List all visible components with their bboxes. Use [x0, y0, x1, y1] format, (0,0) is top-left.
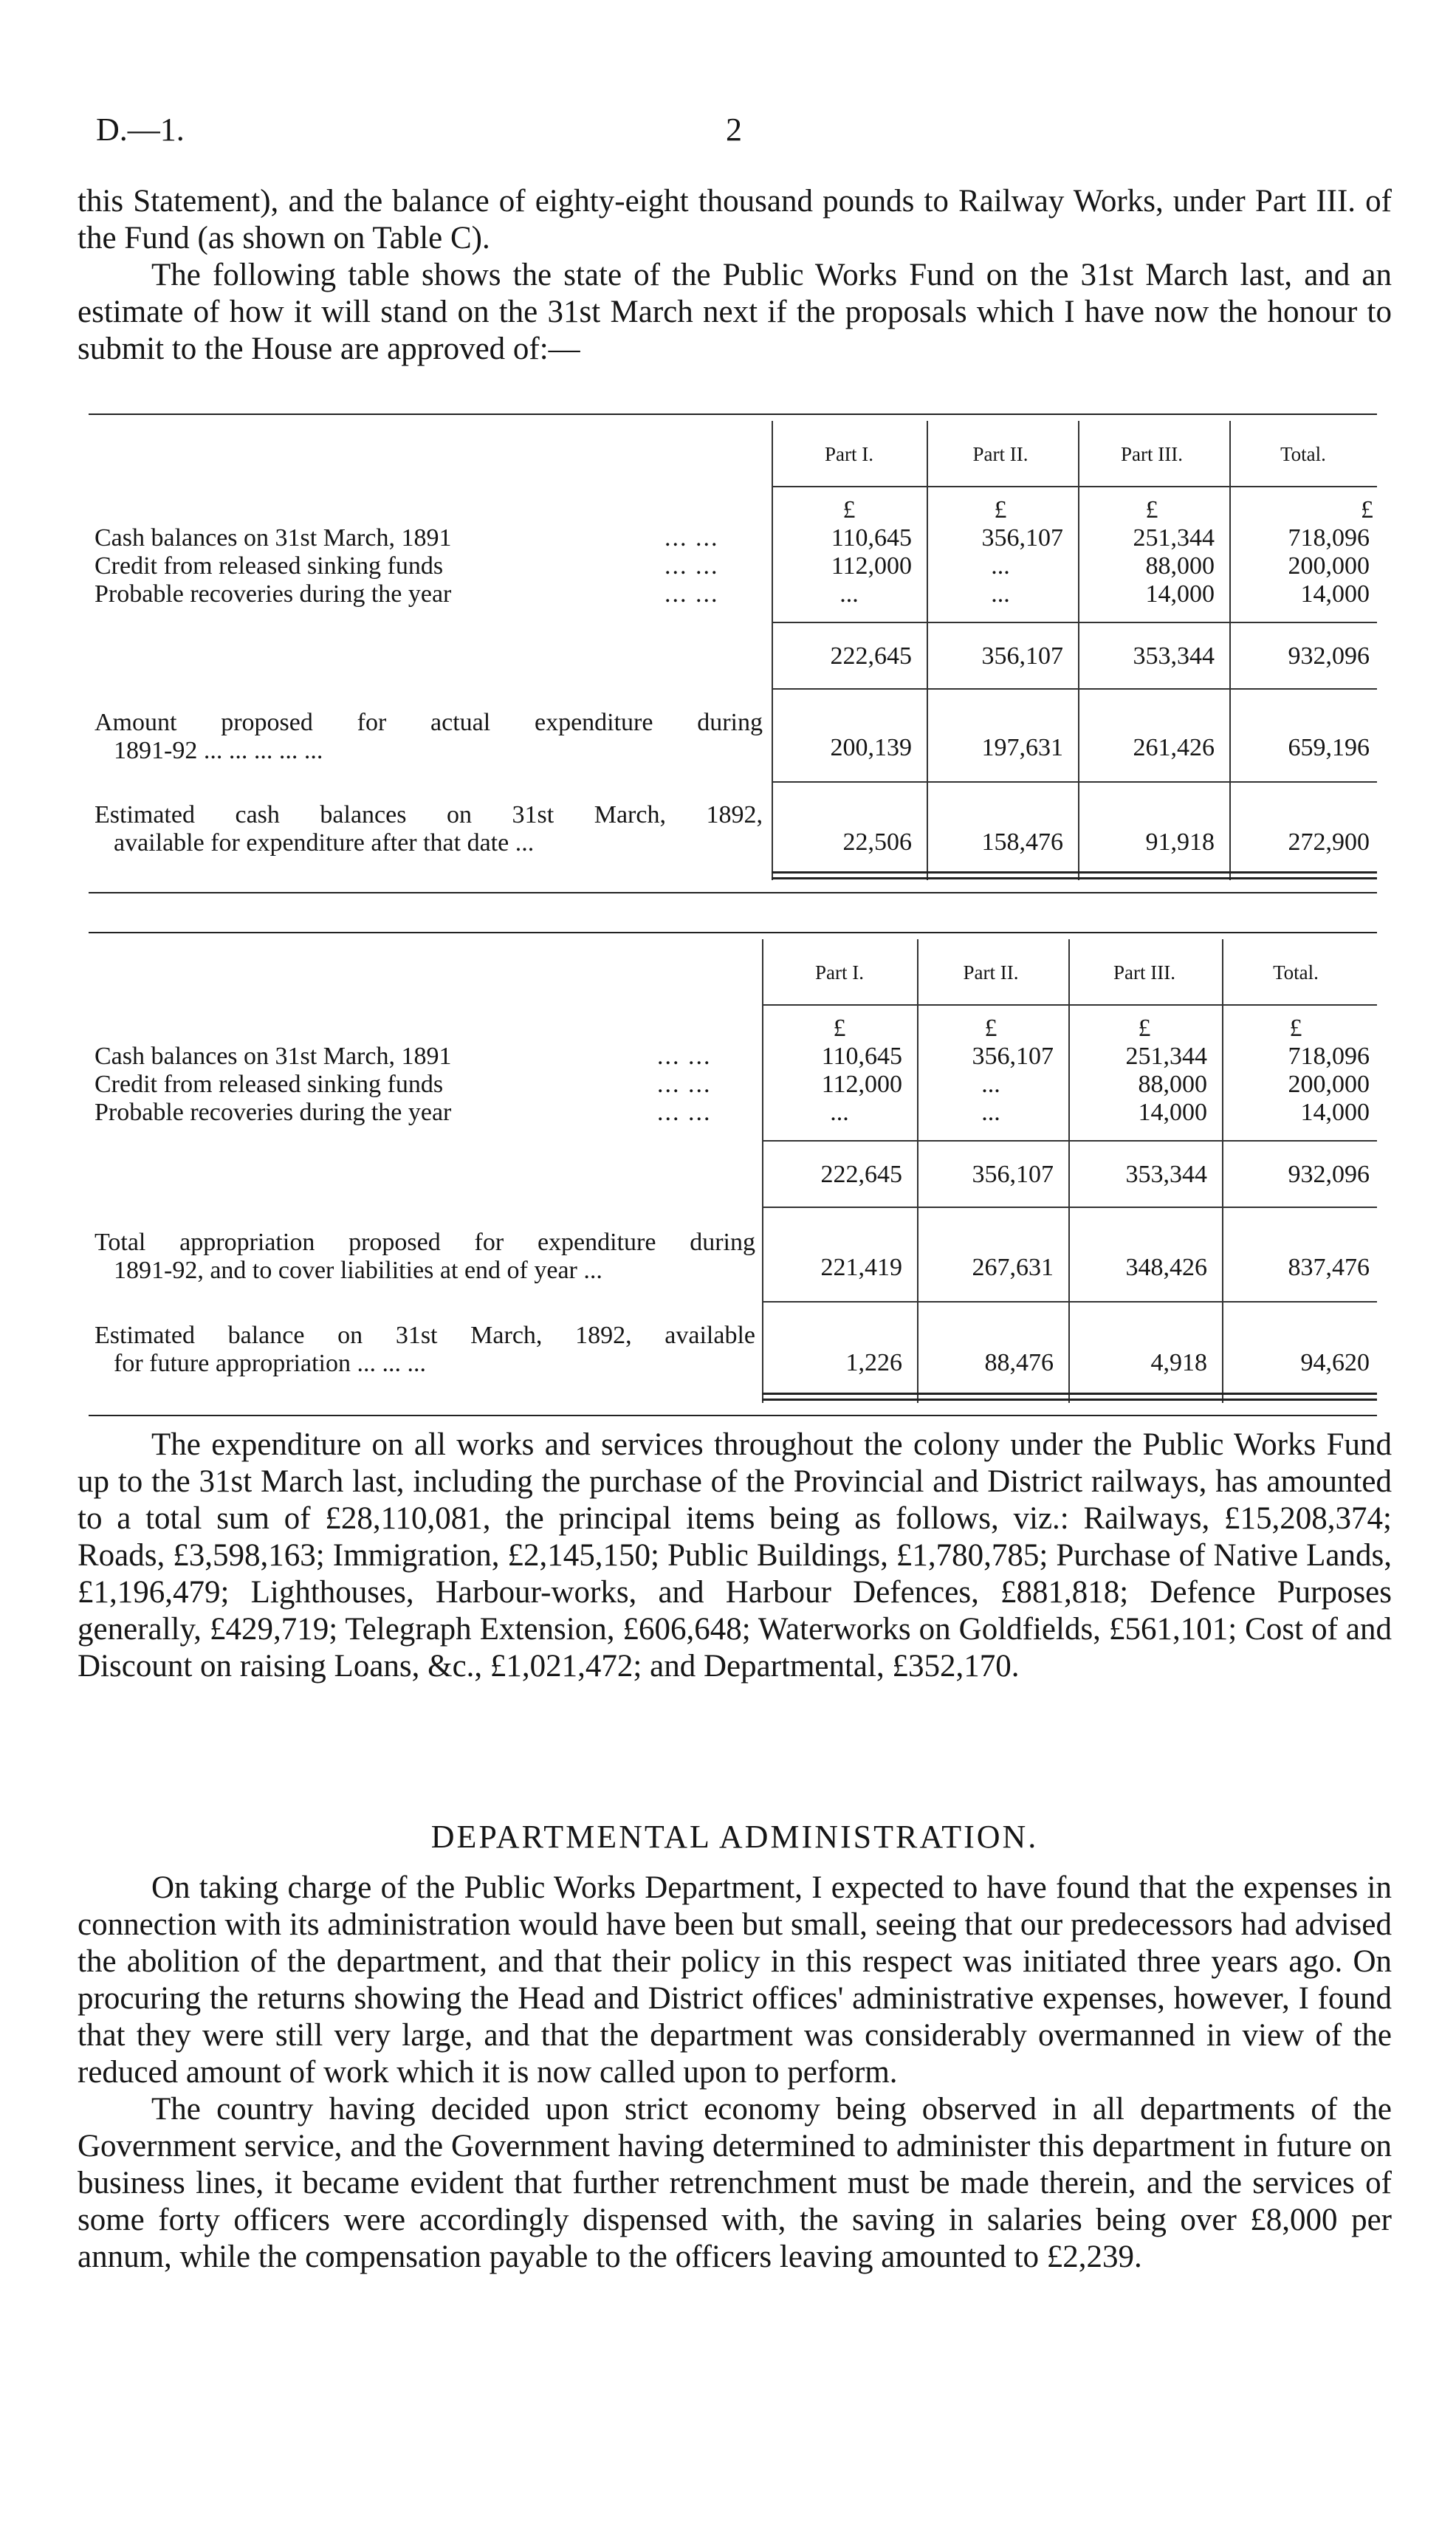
row-rule	[762, 1301, 1377, 1303]
table-cell: 197,631	[981, 734, 1063, 761]
table-cell: 261,426	[1133, 734, 1215, 761]
row-label-balance	[95, 801, 763, 857]
fund-state-table-actual	[89, 414, 1377, 893]
table-cell: 200,000	[1288, 1071, 1370, 1098]
subtotal-cell: 353,344	[1133, 642, 1215, 670]
currency-marker: £	[994, 496, 1007, 524]
table-cell: 112,000	[831, 552, 912, 580]
section-text	[78, 1870, 1392, 2276]
table-cell: 356,107	[972, 1043, 1054, 1070]
table-cell: 267,631	[972, 1254, 1054, 1281]
currency-marker: £	[1361, 496, 1373, 524]
table-cell: 158,476	[981, 828, 1063, 856]
currency-marker: £	[1289, 1015, 1302, 1042]
table-cell: 1,226	[845, 1349, 902, 1376]
table-cell: 14,000	[1145, 580, 1215, 608]
table-cell: 110,645	[821, 1043, 902, 1070]
table-cell: ...	[981, 1099, 1000, 1126]
table-cell: 14,000	[1300, 580, 1370, 608]
row-rule	[772, 781, 1377, 783]
currency-marker: £	[1138, 1015, 1151, 1042]
column-divider	[1068, 939, 1070, 1403]
row-label: Probable recoveries during the year	[95, 580, 452, 608]
row-label-line: Total appropriation proposed for expenditure during	[95, 1229, 755, 1256]
table-cell: 251,344	[1133, 524, 1215, 552]
table-cell: 272,900	[1288, 828, 1370, 856]
intro-paragraph-2: The following table shows the state of the Public Works Fund on the 31st March last, and an estimate of how it will stand on the 31st March next if the proposals which I have now the honour to submit to the House are approved of:—	[78, 258, 1392, 366]
column-divider	[1078, 421, 1079, 880]
row-label: Cash balances on 31st March, 1891	[95, 524, 452, 552]
intro-paragraph-1: this Statement), and the balance of eighty-eight thousand pounds to Railway Works, under Part III. of the Fund (as shown on Table C).	[78, 184, 1392, 255]
subtotal-cell: 222,645	[820, 1161, 902, 1188]
row-leader-dots: ... ...	[665, 524, 719, 552]
table-cell: 718,096	[1288, 1043, 1370, 1070]
expenditure-paragraph: The expenditure on all works and services throughout the colony under the Public Works Fund up to the 31st March last, including the purchase of the Provincial and District railways, has amounted to a total sum of £28,110,081, the principal items being as follows, viz.: Railways, £15,208,374; Roads, £3,598,163; Immigration, £2,145,150; Public Buildings, £1,780,785; Purchase of Native Lands, £1,196,479; Lighthouses, Harbour-works, and Harbour Defences, £881,818; Defence Purposes generally, £429,719; Telegraph Extension, £606,648; Waterworks on Goldfields, £561,101; Cost of and Discount on raising Loans, &c., £1,021,472; and Departmental, £352,170.	[78, 1427, 1392, 1684]
row-label-line: 1891-92 ... ... ... ... ...	[114, 737, 323, 764]
table-cell: ...	[839, 580, 859, 608]
table-cell: 200,139	[830, 734, 912, 761]
row-label: Cash balances on 31st March, 1891	[95, 1043, 452, 1070]
row-label-line: available for expenditure after that date ...	[114, 829, 535, 857]
page-number: 2	[726, 111, 742, 148]
row-leader-dots: ... ...	[657, 1071, 712, 1098]
currency-marker: £	[984, 1015, 997, 1042]
table-cell: ...	[830, 1099, 849, 1126]
table-cell: ...	[981, 1071, 1000, 1098]
section-paragraph-2: The country having decided upon strict economy being observed in all departments of the Government service, and the Government having determined to administer this department in future on business lines, it became evident that further retrenchment must be made therein, and the services of some forty officers were accordingly dispensed with, the saving in salaries being over £8,000 per annum, while the compensation payable to the officers leaving amounted to £2,239.	[78, 2092, 1392, 2274]
table-cell: 348,426	[1125, 1254, 1207, 1281]
column-header-part-3: Part III.	[1121, 443, 1183, 465]
table-cell: 837,476	[1288, 1254, 1370, 1281]
table-cell: 4,918	[1150, 1349, 1207, 1376]
row-rule	[762, 1207, 1377, 1208]
currency-marker: £	[842, 496, 856, 524]
row-label: Credit from released sinking funds	[95, 552, 444, 580]
row-label-balance	[95, 1322, 755, 1378]
column-divider	[917, 939, 918, 1403]
column-divider	[772, 421, 773, 880]
subtotal-cell: 353,344	[1125, 1161, 1207, 1188]
row-leader-dots: ... ...	[657, 1043, 712, 1070]
table-bottom-rule	[89, 892, 1377, 893]
table-cell: 91,918	[1145, 828, 1215, 856]
fund-state-table-appropriation	[89, 932, 1377, 1416]
subtotal-rule	[772, 622, 1377, 623]
currency-marker: £	[1145, 496, 1158, 524]
row-label-expenditure	[95, 709, 763, 765]
table-cell: 112,000	[821, 1071, 902, 1098]
subtotal-cell: 222,645	[830, 642, 912, 670]
subtotal-cell: 932,096	[1288, 1161, 1370, 1188]
row-label: Probable recoveries during the year	[95, 1099, 452, 1126]
table-cell: 94,620	[1300, 1349, 1370, 1376]
double-rule	[772, 871, 1377, 874]
expenditure-text	[78, 1427, 1392, 1685]
subtotal-cell: 356,107	[981, 642, 1063, 670]
table-cell: 221,419	[820, 1254, 902, 1281]
table-cell: 22,506	[842, 828, 912, 856]
row-rule	[772, 688, 1377, 690]
column-divider	[1229, 421, 1231, 880]
row-label-line: Estimated balance on 31st March, 1892, available	[95, 1322, 755, 1349]
row-leader-dots: ... ...	[657, 1099, 712, 1126]
intro-text	[78, 183, 1392, 368]
column-header-total: Total.	[1280, 443, 1326, 465]
table-cell: 659,196	[1288, 734, 1370, 761]
header-rule	[762, 1004, 1377, 1006]
table-cell: 14,000	[1300, 1099, 1370, 1126]
column-divider	[762, 939, 763, 1403]
column-divider	[1222, 939, 1223, 1403]
document-reference: D.—1.	[96, 111, 185, 148]
table-cell: ...	[991, 580, 1010, 608]
table-cell: 356,107	[981, 524, 1063, 552]
table-cell: 88,000	[1138, 1071, 1207, 1098]
table-cell: 88,000	[1145, 552, 1215, 580]
table-cell: 14,000	[1138, 1099, 1207, 1126]
row-label: Credit from released sinking funds	[95, 1071, 444, 1098]
subtotal-cell: 356,107	[972, 1161, 1054, 1188]
column-header-part-1: Part I.	[815, 961, 864, 984]
row-label-line: 1891-92, and to cover liabilities at end of year ...	[114, 1257, 602, 1284]
column-header-part-2: Part II.	[963, 961, 1019, 984]
column-header-part-2: Part II.	[972, 443, 1029, 465]
table-bottom-rule	[89, 1415, 1377, 1416]
table-cell: 110,645	[831, 524, 912, 552]
header-rule	[772, 486, 1377, 487]
double-rule	[762, 1399, 1377, 1401]
row-leader-dots: ... ...	[665, 580, 719, 608]
row-label-line: for future appropriation ... ... ...	[114, 1350, 426, 1377]
column-header-part-3: Part III.	[1113, 961, 1175, 984]
table-top-rule	[89, 932, 1377, 933]
subtotal-cell: 932,096	[1288, 642, 1370, 670]
section-heading: DEPARTMENTAL ADMINISTRATION.	[430, 1819, 1039, 1855]
column-header-part-1: Part I.	[825, 443, 873, 465]
column-divider	[927, 421, 928, 880]
table-cell: ...	[991, 552, 1010, 580]
row-label-appropriation	[95, 1229, 755, 1285]
table-cell: 251,344	[1125, 1043, 1207, 1070]
table-cell: 718,096	[1288, 524, 1370, 552]
row-label-line: Amount proposed for actual expenditure during	[95, 709, 763, 736]
column-header-total: Total.	[1273, 961, 1319, 984]
section-paragraph-1: On taking charge of the Public Works Department, I expected to have found that the expenses in connection with its administration would have been but small, seeing that our predecessors had advised the abolition of the department, and that their policy in this respect was initiated three years ago. On procuring the returns showing the Head and District offices' administrative expenses, however, I found that they were still very large, and that the department was considerably overmanned in view of the reduced amount of work which it is now called upon to perform.	[78, 1870, 1392, 2090]
table-top-rule	[89, 414, 1377, 415]
row-leader-dots: ... ...	[665, 552, 719, 580]
table-cell: 200,000	[1288, 552, 1370, 580]
double-rule	[762, 1393, 1377, 1395]
table-cell: 88,476	[984, 1349, 1054, 1376]
subtotal-rule	[762, 1140, 1377, 1142]
currency-marker: £	[833, 1015, 846, 1042]
double-rule	[772, 877, 1377, 879]
row-label-line: Estimated cash balances on 31st March, 1892,	[95, 801, 763, 828]
